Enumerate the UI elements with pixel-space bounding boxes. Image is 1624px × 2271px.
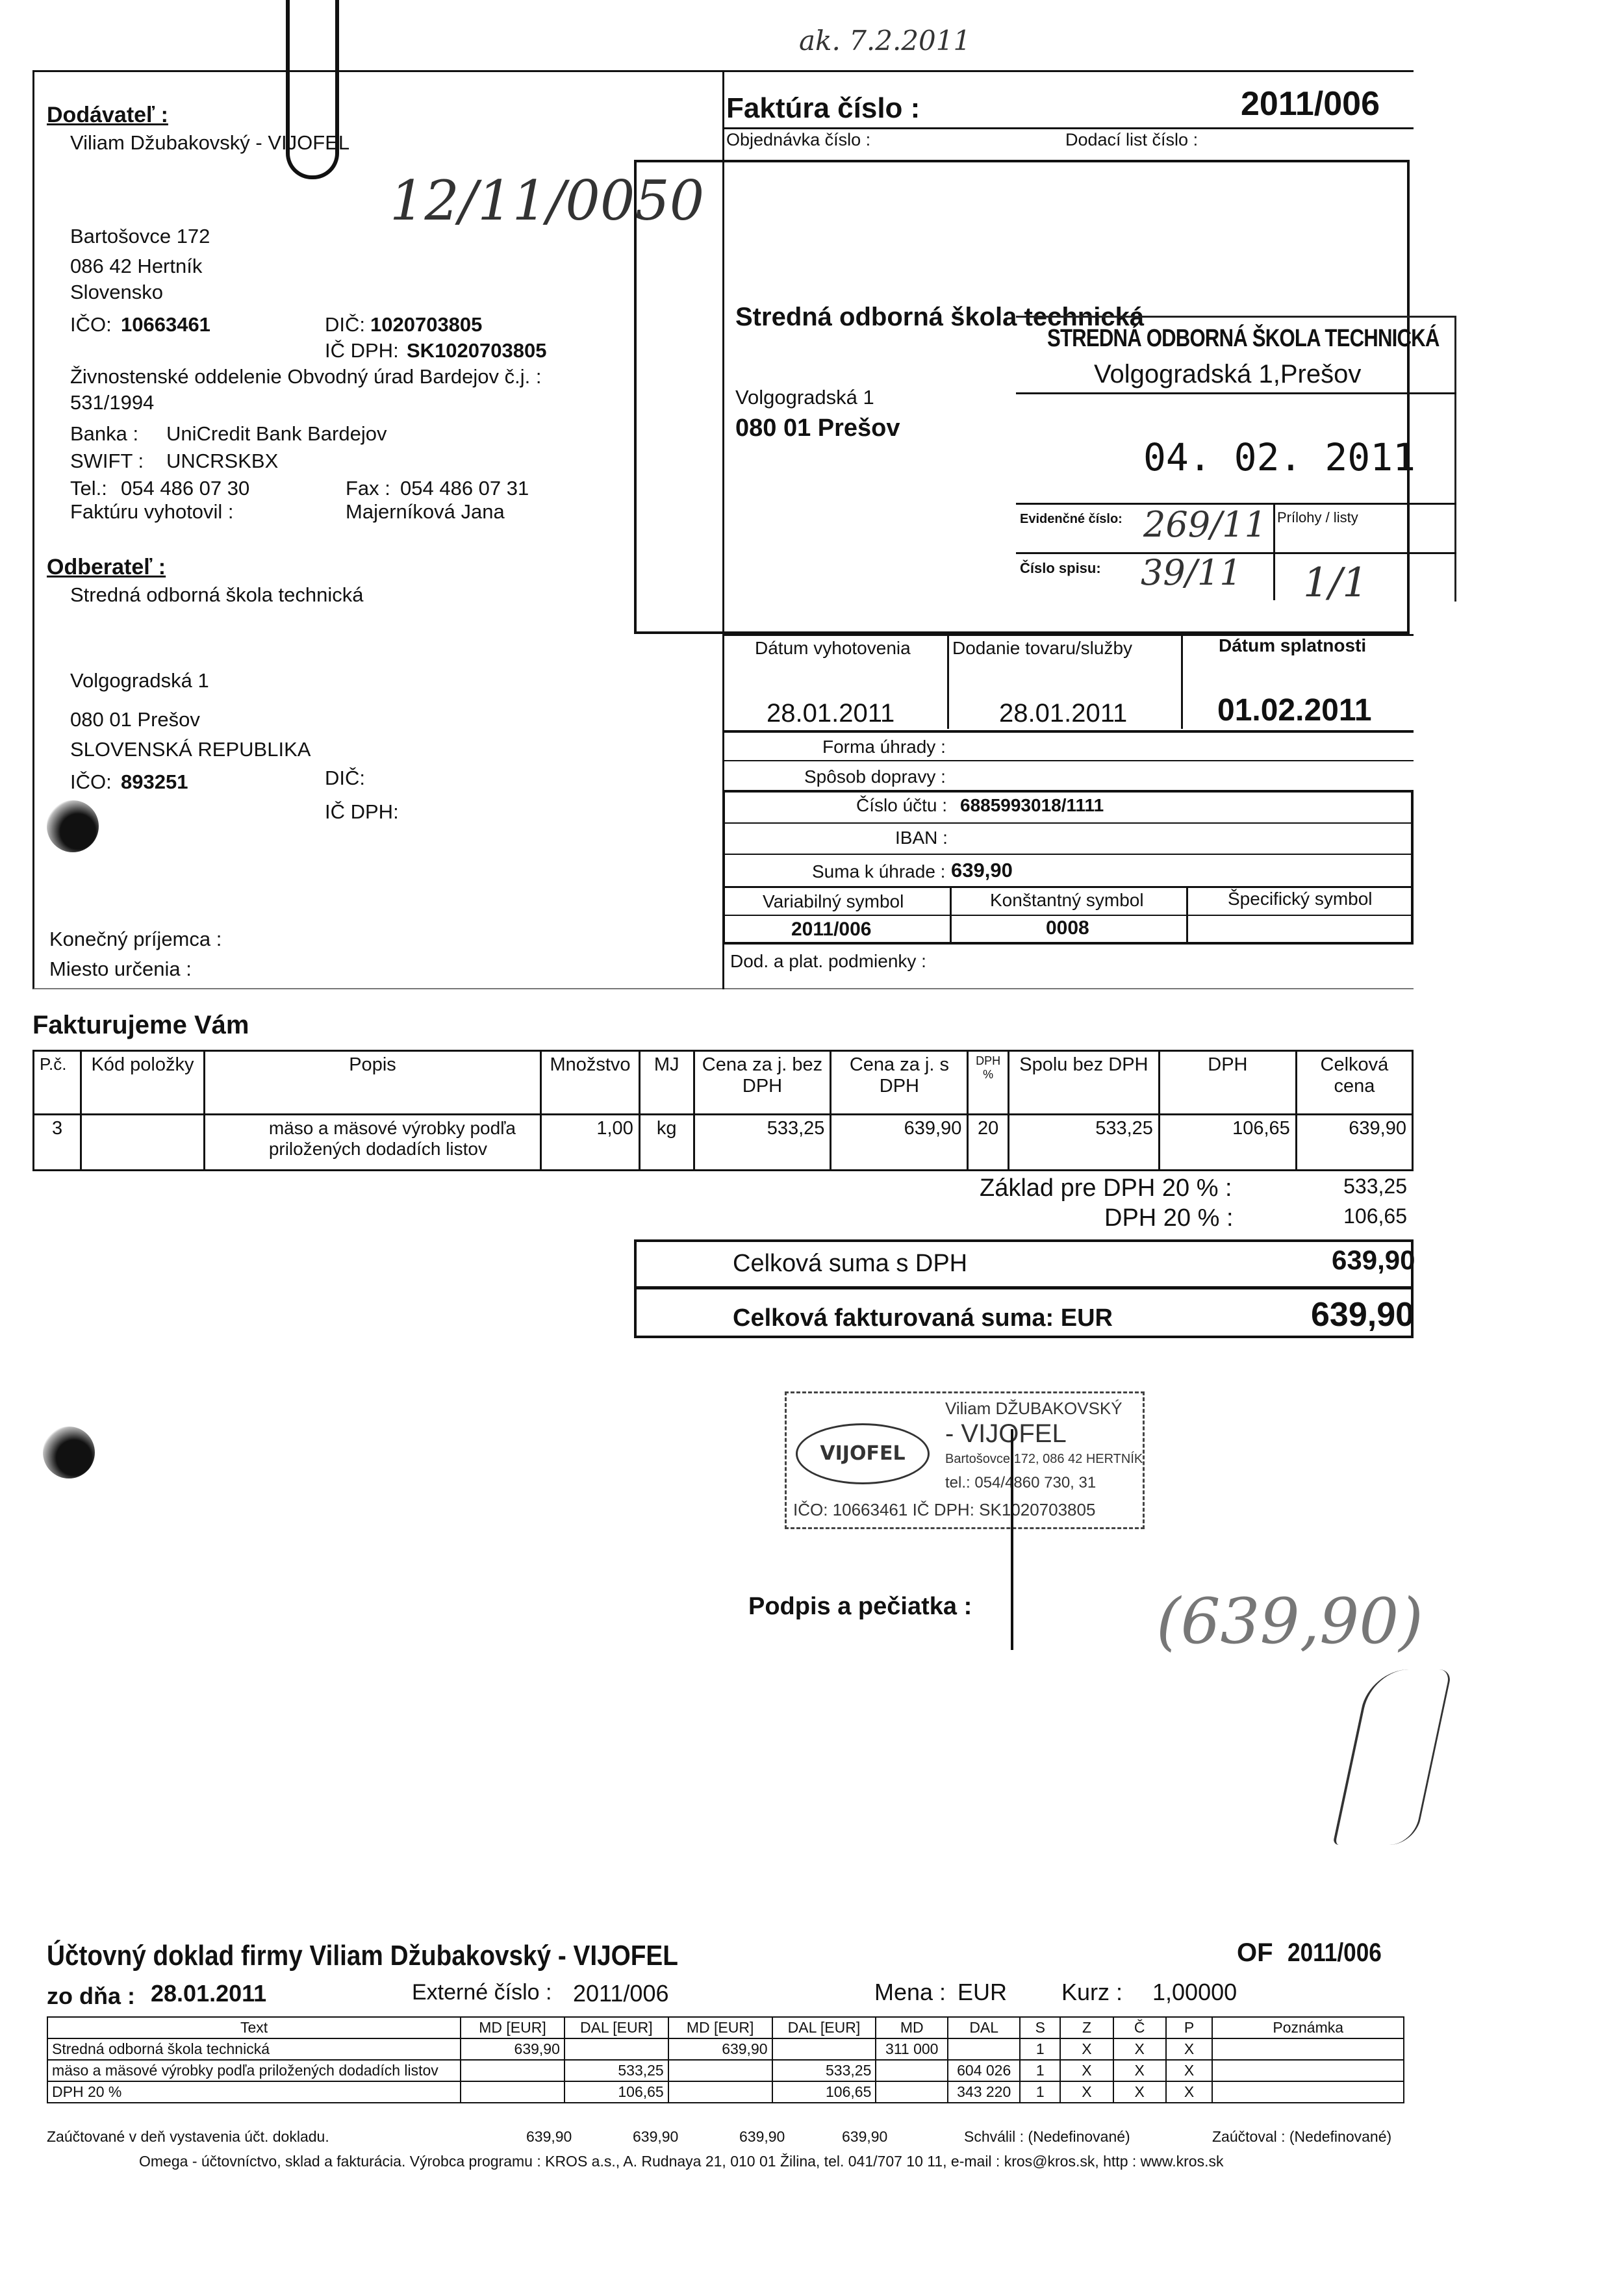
col-vat-pct: DPH %: [968, 1051, 1009, 1115]
received-stamp-date: 04. 02. 2011: [1143, 435, 1416, 479]
received-stamp-vsep: [1273, 503, 1275, 600]
customer-name: Stredná odborná škola technická: [70, 583, 364, 606]
accounting-table: [47, 2016, 1404, 2103]
accounting-rate: 1,00000: [1152, 1979, 1237, 2005]
customer-final-recipient-label: Konečný príjemca :: [49, 928, 222, 950]
acc-cell: X: [1060, 2060, 1113, 2081]
amount-due: 639,90: [951, 859, 1013, 882]
acc-cell: 533,25: [565, 2060, 668, 2081]
company-stamp-logo: [796, 1423, 930, 1484]
table-row: [34, 1115, 1413, 1171]
accounting-currency-label: Mena :: [874, 1979, 946, 2005]
acc-col-dal1: DAL [EUR]: [565, 2017, 668, 2038]
variable-symbol: 2011/006: [791, 919, 872, 940]
acc-col-p: P: [1166, 2017, 1213, 2038]
customer-ico: 893251: [121, 770, 188, 793]
acc-cell: X: [1060, 2081, 1113, 2103]
grand-total-label: Celková fakturovaná suma: EUR: [733, 1304, 1113, 1332]
company-stamp-line5: IČO: 10663461 IČ DPH: SK1020703805: [793, 1500, 1096, 1519]
invoice-title-rule: [722, 127, 1414, 129]
shipping-label: Spôsob dopravy :: [804, 767, 946, 787]
received-stamp-rule1: [1016, 392, 1456, 394]
col-no: P.č.: [34, 1051, 81, 1115]
grand-total: 639,90: [1311, 1296, 1415, 1334]
accounting-posted: Zaúčtoval : (Nedefinované): [1212, 2128, 1392, 2145]
acc-col-text: Text: [47, 2017, 461, 2038]
acc-col-c: Č: [1113, 2017, 1166, 2038]
table-row: [47, 2060, 1404, 2081]
total-vat: 106,65: [1343, 1204, 1407, 1228]
accounting-footer-md2: 639,90: [739, 2128, 785, 2145]
accounting-currency: EUR: [958, 1979, 1008, 2005]
col-qty: Množstvo: [541, 1051, 640, 1115]
dates-sep-1: [947, 634, 949, 729]
acc-cell: [1212, 2060, 1404, 2081]
acc-col-note: Poznámka: [1212, 2017, 1404, 2038]
accounting-of-number: 2011/006: [1288, 1938, 1382, 1967]
item-vat-pct: 20: [968, 1115, 1009, 1171]
acc-cell: 106,65: [772, 2081, 876, 2103]
accounting-of-label: OF: [1237, 1938, 1273, 1967]
symbols-mid-rule: [722, 915, 1414, 916]
totals-mid-rule: [634, 1286, 1414, 1289]
dates-sep-2: [1181, 634, 1183, 729]
date-due-label: Dátum splatnosti: [1219, 635, 1367, 655]
received-stamp-evid-label: Evidenčné číslo:: [1020, 512, 1123, 526]
terms-label: Dod. a plat. podmienky :: [730, 951, 926, 971]
supplier-heading: Dodávateľ :: [47, 103, 168, 127]
date-delivery: 28.01.2011: [999, 699, 1128, 728]
symbols-top-rule: [722, 886, 1414, 888]
acc-cell: [772, 2038, 876, 2060]
items-heading: Fakturujeme Vám: [32, 1011, 249, 1039]
specific-symbol-label: Špecifický symbol: [1228, 889, 1373, 909]
acc-col-dal2: DAL [EUR]: [772, 2017, 876, 2038]
accounting-footer-dal2: 639,90: [842, 2128, 888, 2145]
supplier-dic: 1020703805: [370, 313, 483, 336]
constant-symbol-label: Konštantný symbol: [990, 890, 1144, 910]
punch-hole-bottom: [43, 1427, 95, 1478]
supplier-fax: 054 486 07 31: [400, 477, 529, 500]
acc-cell: X: [1166, 2081, 1213, 2103]
acc-cell: 604 026: [948, 2060, 1020, 2081]
supplier-ico-label: IČO:: [70, 313, 112, 336]
supplier-handwritten-ref: 12/11/0050: [390, 169, 705, 233]
supplier-city: 086 42 Hertník: [70, 255, 203, 277]
customer-city: 080 01 Prešov: [70, 708, 200, 731]
acc-cell: 639,90: [461, 2038, 565, 2060]
acc-cell: [948, 2038, 1020, 2060]
accounting-title: Účtovný doklad firmy Viliam Džubakovský - VIJOFEL: [47, 1940, 678, 1972]
date-issue: 28.01.2011: [767, 699, 895, 728]
items-table: [32, 1050, 1414, 1171]
top-handwritten-note: ak. 7.2.2011: [799, 25, 971, 57]
total-vat-label: DPH 20 % :: [1104, 1204, 1234, 1232]
col-price-ex: Cena za j. bez DPH: [694, 1051, 831, 1115]
supplier-name: Viliam Džubakovský - VIJOFEL: [70, 131, 350, 154]
received-stamp-attachments-label: Prílohy / listy: [1277, 509, 1358, 526]
supplier-tel: 054 486 07 30: [121, 477, 250, 500]
company-stamp-line1: Viliam DŽUBAKOVSKÝ: [945, 1399, 1123, 1418]
acc-cell: [1212, 2081, 1404, 2103]
acc-cell: X: [1166, 2038, 1213, 2060]
accounting-credits: Omega - účtovníctvo, sklad a fakturácia. Výrobca programu : KROS a.s., A. Rudnaya 21, 010 01 Žilina, tel. 041/707 10 11, e-mail : kros@kros.sk, http : www.kros.sk: [139, 2153, 1224, 2170]
signature-stroke: [1011, 1429, 1013, 1650]
payment-form-label: Forma úhrady :: [822, 737, 946, 757]
received-stamp-file-value: 39/11: [1141, 552, 1242, 593]
invoice-address-city: 080 01 Prešov: [735, 414, 900, 442]
account-number: 6885993018/1111: [960, 795, 1104, 815]
item-price-inc: 639,90: [831, 1115, 968, 1171]
acc-cell: [461, 2081, 565, 2103]
supplier-ico: 10663461: [121, 313, 210, 336]
received-stamp-evid-value: 269/11: [1143, 504, 1267, 545]
account-rule: [722, 822, 1414, 824]
invoice-delivery-note-label: Dodací list číslo :: [1065, 130, 1199, 149]
accounting-date: 28.01.2011: [151, 1980, 267, 2007]
acc-cell: X: [1113, 2038, 1166, 2060]
item-desc-2: priložených dodadích listov: [268, 1139, 488, 1159]
supplier-swift-label: SWIFT :: [70, 450, 144, 472]
supplier-bank-label: Banka :: [70, 422, 139, 445]
payment-rule: [722, 760, 1414, 761]
acc-col-md1: MD [EUR]: [461, 2017, 565, 2038]
acc-cell: 533,25: [772, 2060, 876, 2081]
acc-cell: [668, 2081, 772, 2103]
variable-symbol-label: Variabilný symbol: [763, 891, 904, 911]
dates-bottom-rule: [722, 730, 1414, 733]
supplier-tel-label: Tel.:: [70, 477, 107, 500]
col-total: Celková cena: [1296, 1051, 1412, 1115]
accounting-footer-dal1: 639,90: [633, 2128, 679, 2145]
supplier-registry-2: 531/1994: [70, 391, 155, 414]
acc-cell: X: [1113, 2081, 1166, 2103]
acc-cell: 106,65: [565, 2081, 668, 2103]
supplier-swift: UNCRSKBX: [166, 450, 279, 472]
received-stamp-line1: STREDNÁ ODBORNÁ ŠKOLA TECHNICKÁ: [1047, 325, 1440, 352]
invoice-address-street: Volgogradská 1: [735, 386, 874, 409]
accounting-ext: 2011/006: [573, 1980, 669, 2007]
received-stamp-line2: Volgogradská 1,Prešov: [1094, 360, 1362, 388]
customer-dic-label: DIČ:: [325, 767, 365, 789]
invoice-address-name: Stredná odborná škola technická: [735, 303, 1145, 331]
col-unit: MJ: [639, 1051, 694, 1115]
supplier-dic-label: DIČ:: [325, 313, 365, 336]
signature-label: Podpis a pečiatka :: [748, 1593, 972, 1620]
item-vat: 106,65: [1159, 1115, 1296, 1171]
accounting-date-label: zo dňa :: [47, 1983, 135, 2009]
date-issue-label: Dátum vyhotovenia: [755, 638, 911, 658]
item-unit: kg: [639, 1115, 694, 1171]
iban-label: IBAN :: [895, 828, 948, 848]
acc-cell: X: [1113, 2060, 1166, 2081]
accounting-ext-label: Externé číslo :: [412, 1980, 552, 2005]
accounting-footer-md1: 639,90: [526, 2128, 572, 2145]
table-row: [47, 2038, 1404, 2060]
item-qty: 1,00: [541, 1115, 640, 1171]
customer-icdph-label: IČ DPH:: [325, 800, 399, 823]
constant-symbol: 0008: [1046, 917, 1089, 939]
item-desc: [204, 1115, 540, 1171]
acc-col-md: MD: [876, 2017, 948, 2038]
acc-cell: 1: [1020, 2081, 1060, 2103]
col-vat: DPH: [1159, 1051, 1296, 1115]
col-price-inc: Cena za j. s DPH: [831, 1051, 968, 1115]
accounting-rate-label: Kurz :: [1061, 1979, 1123, 2005]
accounting-approved: Schválil : (Nedefinované): [964, 2128, 1130, 2145]
invoice-number: 2011/006: [1241, 85, 1380, 123]
acc-cell: DPH 20 %: [47, 2081, 461, 2103]
supplier-registry-1: Živnostenské oddelenie Obvodný úrad Bardejov č.j. :: [70, 365, 542, 388]
supplier-bank: UniCredit Bank Bardejov: [166, 422, 387, 445]
account-label: Číslo účtu :: [856, 795, 948, 815]
total-base: 533,25: [1343, 1174, 1407, 1198]
supplier-icdph: SK1020703805: [407, 339, 547, 362]
supplier-country: Slovensko: [70, 281, 164, 303]
invoice-order-label: Objednávka číslo :: [726, 130, 871, 149]
handwritten-amount: (639,90): [1156, 1585, 1423, 1658]
acc-cell: mäso a mäsové výrobky podľa priložených dodadích listov: [47, 2060, 461, 2081]
acc-cell: [876, 2060, 948, 2081]
total-with-vat: 639,90: [1332, 1245, 1415, 1275]
received-stamp-attachments-value: 1/1: [1303, 559, 1368, 606]
supplier-fax-label: Fax :: [346, 477, 390, 500]
acc-cell: 639,90: [668, 2038, 772, 2060]
acc-cell: [668, 2060, 772, 2081]
iban-rule: [722, 854, 1414, 855]
item-price-ex: 533,25: [694, 1115, 831, 1171]
customer-country: SLOVENSKÁ REPUBLIKA: [70, 738, 311, 761]
accounting-footer-text: Zaúčtované v deň vystavenia účt. dokladu.: [47, 2128, 329, 2145]
acc-col-s: S: [1020, 2017, 1060, 2038]
acc-cell: X: [1166, 2060, 1213, 2081]
customer-street: Volgogradská 1: [70, 669, 209, 692]
date-due: 01.02.2011: [1217, 693, 1372, 728]
acc-cell: Stredná odborná škola technická: [47, 2038, 461, 2060]
col-code: Kód položky: [81, 1051, 205, 1115]
company-stamp-line4: tel.: 054/4860 730, 31: [945, 1474, 1097, 1491]
acc-col-z: Z: [1060, 2017, 1113, 2038]
customer-ico-label: IČO:: [70, 770, 112, 793]
total-base-label: Základ pre DPH 20 % :: [980, 1174, 1232, 1202]
customer-heading: Odberateľ :: [47, 555, 166, 579]
supplier-icdph-label: IČ DPH:: [325, 339, 399, 362]
acc-col-dal: DAL: [948, 2017, 1020, 2038]
acc-cell: 1: [1020, 2038, 1060, 2060]
item-desc-1: mäso a mäsové výrobky podľa: [268, 1118, 516, 1138]
acc-cell: [461, 2060, 565, 2081]
total-with-vat-label: Celková suma s DPH: [733, 1250, 968, 1277]
acc-cell: 1: [1020, 2060, 1060, 2081]
acc-cell: 343 220: [948, 2081, 1020, 2103]
company-stamp-line2: - VIJOFEL: [945, 1419, 1067, 1448]
amount-due-label: Suma k úhrade :: [812, 861, 946, 882]
handwritten-signature: [1332, 1669, 1452, 1845]
item-total-ex: 533,25: [1008, 1115, 1159, 1171]
acc-col-md2: MD [EUR]: [668, 2017, 772, 2038]
customer-destination-label: Miesto určenia :: [49, 958, 192, 980]
company-stamp: [785, 1391, 1145, 1529]
supplier-issued-by: Majerníková Jana: [346, 500, 505, 523]
company-stamp-line3: Bartošovce 172, 086 42 HERTNÍK: [945, 1452, 1143, 1466]
date-delivery-label: Dodanie tovaru/služby: [952, 638, 1133, 658]
col-total-ex: Spolu bez DPH: [1008, 1051, 1159, 1115]
table-row: [47, 2081, 1404, 2103]
acc-cell: 311 000: [876, 2038, 948, 2060]
item-no: 3: [34, 1115, 81, 1171]
col-desc: Popis: [204, 1051, 540, 1115]
received-stamp-file-label: Číslo spisu:: [1020, 560, 1101, 576]
acc-cell: X: [1060, 2038, 1113, 2060]
acc-cell: [565, 2038, 668, 2060]
supplier-issued-by-label: Faktúru vyhotovil :: [70, 500, 234, 523]
acc-cell: [1212, 2038, 1404, 2060]
invoice-title-label: Faktúra číslo :: [726, 92, 920, 124]
item-total: 639,90: [1296, 1115, 1412, 1171]
supplier-street: Bartošovce 172: [70, 225, 210, 247]
acc-cell: [876, 2081, 948, 2103]
company-stamp-brand: VIJOFEL: [820, 1442, 906, 1465]
